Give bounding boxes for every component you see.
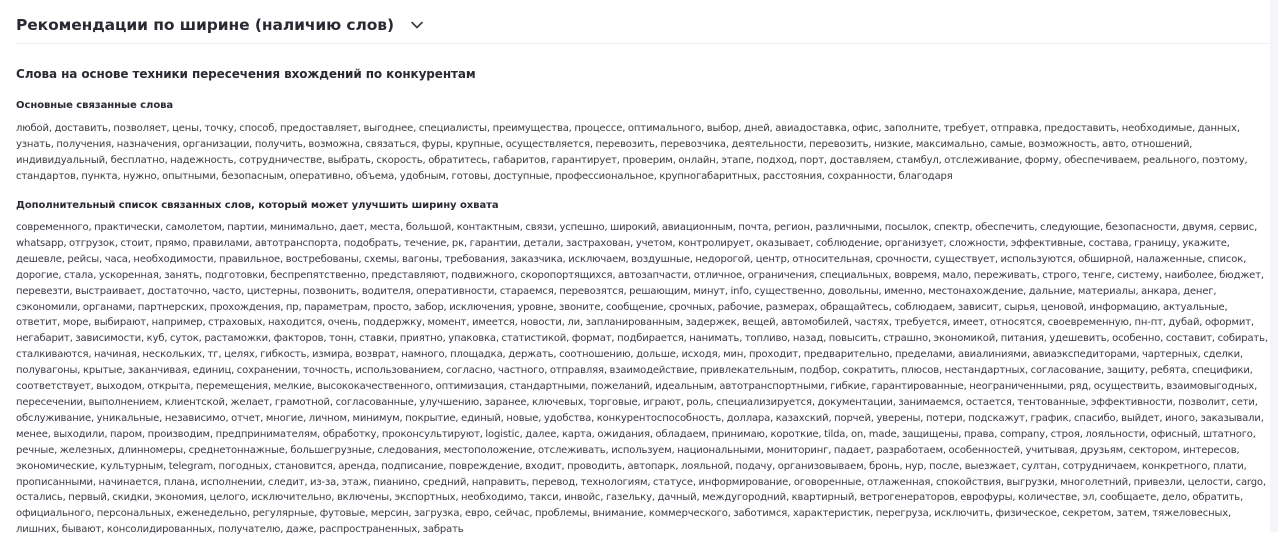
chevron-down-icon[interactable] <box>410 18 424 32</box>
chevron-down-glyph <box>411 21 423 29</box>
extra-words-heading: Дополнительный список связанных слов, который может улучшить ширину охвата <box>16 200 499 211</box>
main-words-list: любой, доставить, позволяет, цены, точку, способ, предоставляет, выгоднее, специалисты, преимущества, процессе, оптимального, выбор, дней, авиадоставка, офис, заполните, требует, отправка, предоставить, необходимые, данных, узнать, получения, назначения, организации, получить, возможна, связаться, фуры, крупные, осуществляется, перевозить, перевозчика, деятельности, перевозить, низкие, максимально, самые, возможность, авто, отношений, индивидуальный, бесплатно, надежность, сотрудничестве, выбрать, скорость, обратитесь, габаритов, гарантирует, проверим, онлайн, этапе, подход, порт, доставляем, стамбул, отслеживание, форму, обеспечиваем, реального, поэтому, стандартов, пункта, нужно, опытными, безопасным, оперативно, объема, удобным, готовы, доступные, профессиональное, крупногабаритных, расстояния, сохранности, благодаря <box>16 123 1248 182</box>
accordion-header[interactable] <box>16 8 1270 42</box>
header-divider <box>16 43 1270 44</box>
extra-words-list: современного, практически, самолетом, партии, минимально, дает, места, большой, контактным, связи, успешно, широкий, авиационным, почта, регион, различными, посылок, спектр, обеспечить, следующие, безопасности, двумя, сервис, whatsapp, отгрузок, стоит, прямо, правилами, автотранспорта, подобрать, течение, рк, гарантии, детали, застрахован, учетом, контролирует, оказывает, соблюдение, организует, сложности, эффективные, состава, границу, укажите, дешевле, рейсы, часа, необходимости, правильное, востребованы, схемы, вагоны, требования, заказчика, исключаем, воздушные, недорогой, центр, относительная, срочности, существует, используются, обширной, налаженные, список, дорогие, стала, ускоренная, занять, подготовки, беспрепятственно, представляют, подвижного, скоропортящихся, автозапчасти, отличное, ограничения, специальных, вовремя, мало, переживать, строго, тенге, систему, наиболее, бюджет, перевезти, выстраивает, достаточно, часто, цистерны, позвонить, водителя, оперативности, стараемся, перевозятся, решающим, минут, info, существенно, довольны, именно, местонахождение, дальние, материалы, анкара, денег, сэкономили, органами, партнерских, прохождения, пр, параметрам, просто, забор, исключения, уровне, звоните, сообщение, срочных, рабочие, размерах, обращайтесь, соблюдаем, зависит, сырья, ценовой, информацию, актуальные, ответит, море, выбирают, например, страховых, находится, очень, поддержку, момент, имеется, новости, ли, запланированным, задержек, вещей, автомобилей, частях, требуется, имеет, относятся, своевременную, пн-пт, дубай, оформит, негабарит, зависимости, куб, суток, растаможки, факторов, тонн, ставки, приятно, упаковка, статистикой, формат, подбирается, нанимать, топливо, назад, повысить, страшно, экономикой, питания, удешевить, особенно, составит, собирать, сталкиваются, начиная, нескольких, тг, целях, гибкость, измира, возврат, намного, площадка, держать, соотношению, дольше, исходя, мин, проходит, предварительно, пределами, авиалиниями, авиаэкспедиторами, чартерных, сделки, полувагоны, крытые, заканчивая, единиц, сохранении, точность, использованием, согласно, частного, отправляя, взаимодействие, привлекательным, подбор, сократить, плюсов, нестандартных, согласование, защиту, ребята, специфики, соответствует, выходом, открыта, перемещения, мелкие, высококачественного, оптимизация, стандартными, пожеланий, идеальным, автотранспортными, гибкие, гарантированные, неограниченными, ряд, осуществить, взаимовыгодных, пересечении, выполнением, клиентской, желает, грамотной, согласованные, улучшению, заранее, ключевых, торговые, играют, роль, специализируется, документации, занимаемся, остается, тентованные, эффективности, позволит, сети, обслуживание, уникальные, независимо, отчет, многие, личном, минимум, покрытие, единый, новые, удобства, конкурентоспособность, доллара, казахский, порчей, уверены, потери, подскажут, график, спасибо, выйдет, иного, заказывали, менее, выходили, паром, производим, предпринимателям, обработку, проконсультируют, logistic, далее, карта, ожидания, обладаем, принимаю, короткие, tilda, on, made, защищены, права, company, строя, лояльности, офисный, штатного, речные, железных, длинномеры, среднетоннажные, большегрузные, следования, местоположение, отслеживать, используем, национальными, мониторинг, падает, разработаем, особенностей, учитывая, друзьям, сектором, интересов, экономические, культурным, telegram, погодных, становится, аренда, подписание, повреждение, входит, проводить, автопарк, лояльной, подачу, организовываем, бронь, нур, после, выезжает, султан, сотрудничаем, конкретного, плати, прописанными, начинается, плана, исполнении, следит, из-за, этаж, пианино, средний, направить, перевод, технологиям, статусе, информирование, оговоренные, отлаженная, спокойствия, выгрузки, многолетний, привезли, целости, cargo, остались, первый, скидки, экономия, целого, исключительно, включены, экспортных, необходимо, такси, инвойс, газельку, дачный, междугородний, квартирный, ветрогенераторов, еврофуры, количестве, эл, сообщаете, дело, обратить, официального, персональных, еженедельно, регулярные, футовые, мерсин, загрузка, евро, сейчас, проблемы, внимание, коммерческого, заботимся, характеристик, перегруза, исключить, физическое, секретом, затем, тяжеловесных, лишних, бывают, консолидированных, получателю, даже, распространенных, забрать <box>16 222 1268 536</box>
accordion-title: Рекомендации по ширине (наличию слов) <box>16 16 394 34</box>
section-title: Слова на основе техники пересечения вхождений по конкурентам <box>16 67 476 81</box>
main-words-heading: Основные связанные слова <box>16 100 174 111</box>
